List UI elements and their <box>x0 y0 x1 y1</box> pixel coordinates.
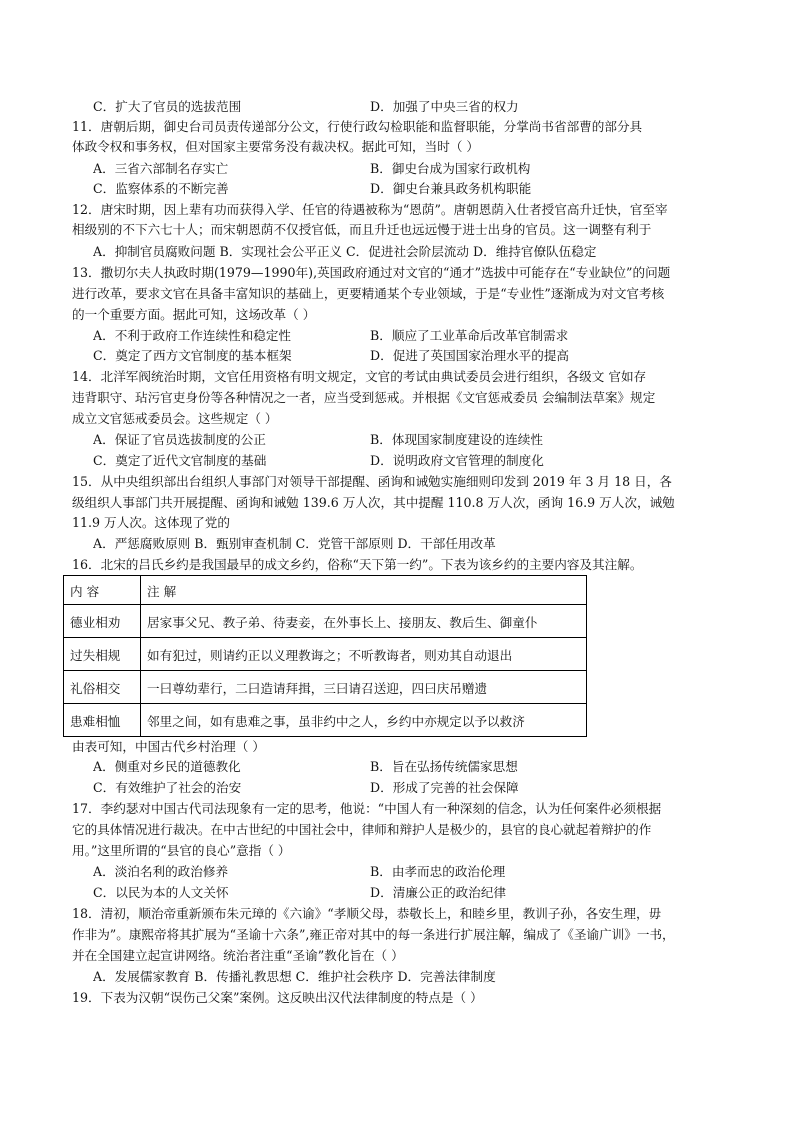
q18-stem-line1: 18．清初，顺治帝重新颁布朱元璋的《六谕》“孝顺父母，恭敬长上，和睦乡里，教训子孙，各安生理，毋 <box>72 906 662 921</box>
table-cell: 德业相劝 <box>64 605 141 638</box>
q10-options-cd <box>93 97 743 117</box>
q11-option-a[interactable]: A．三省六部制名存实亡 <box>93 161 229 176</box>
q18-stem-line2: 作非为”。康熙帝将其扩展为“圣谕十六条”,雍正帝对其中的每一条进行扩展注解，编成了《圣谕广训》一书， <box>72 927 675 942</box>
q16-options-ab <box>93 757 743 777</box>
table-row <box>64 638 587 671</box>
q11-option-d[interactable]: D．御史台兼具政务机构职能 <box>370 181 532 196</box>
q14-options-ab <box>93 430 743 450</box>
q13-options-cd <box>93 346 743 366</box>
table-cell: 居家事父兄、教子弟、待妻妾，在外事长上、接朋友、教后生、御童仆 <box>141 605 587 638</box>
table-row <box>64 605 587 638</box>
q12-options[interactable]: A．抑制官员腐败问题 B．实现社会公平正义 C．促进社会阶层流动 D．维持官僚队伍稳定 <box>93 244 597 259</box>
q12-stem-line2: 相级别的不下六七十人；而宋朝恩荫不仅授官低，而且升迁也远远慢于进士出身的官员。这一调整有利于 <box>72 222 652 237</box>
q17-option-a[interactable]: A．淡泊名利的政治修养 <box>93 864 229 879</box>
q14-stem-line2: 违背职守、玷污官吏身份等各种情况之一者，应当受到惩戒。并根据《文官惩戒委员 会编制法草案》规定 <box>72 390 656 405</box>
q14-option-d[interactable]: D．说明政府文官管理的制度化 <box>370 453 544 468</box>
q17-option-d[interactable]: D．清廉公正的政治纪律 <box>370 885 507 900</box>
q16-stem-line1: 16．北宋的吕氏乡约是我国最早的成文乡约，俗称“天下第一约”。下表为该乡约的主要内容及其注解。 <box>72 557 643 572</box>
q16-option-d[interactable]: D．形成了完善的社会保障 <box>370 780 519 795</box>
q14-stem-line3: 成立文官惩戒委员会。这些规定（ ） <box>72 411 278 426</box>
q14-option-a[interactable]: A．保证了官员选拔制度的公正 <box>93 432 266 447</box>
q11-option-b[interactable]: B．御史台成为国家行政机构 <box>370 161 531 176</box>
q17-option-c[interactable]: C．以民为本的人文关怀 <box>93 885 229 900</box>
q19-stem-line1: 19．下表为汉朝“误伤己父案”案例。这反映出汉代法律制度的特点是（ ） <box>72 990 483 1005</box>
q11-options-ab <box>93 159 743 179</box>
table-cell: 礼俗相交 <box>64 671 141 704</box>
q16-stem-line2: 由表可知，中国古代乡村治理（ ） <box>72 739 265 754</box>
table-header-cell: 注 解 <box>141 576 587 605</box>
q13-option-a[interactable]: A．不利于政府工作连续性和稳定性 <box>93 328 292 343</box>
q16-table <box>63 575 587 737</box>
q11-stem-line2: 体政令权和事务权，但对国家主要常务没有裁决权。据此可知，当时（ ） <box>72 139 480 154</box>
q15-options[interactable]: A．严惩腐败原则 B．甄别审查机制 C．党管干部原则 D．干部任用改革 <box>93 536 496 551</box>
q11-options-cd <box>93 179 743 199</box>
q18-stem-line3: 并在全国建立起宣讲网络。统治者注重“圣谕”教化旨在（ ） <box>72 948 404 963</box>
q16-option-a[interactable]: A．侧重对乡民的道德教化 <box>93 759 241 774</box>
q16-option-c[interactable]: C．有效维护了社会的治安 <box>93 780 242 795</box>
q13-stem-line1: 13．撒切尔夫人执政时期(1979—1990年),英国政府通过对文官的“通才”选拔中可能存在“专业缺位”的问题 <box>72 265 671 280</box>
q12-stem-line1: 12．唐宋时期，因上辈有功而获得入学、任官的待遇被称为“恩荫”。唐朝恩荫入仕者授官高升迁快，官至宰 <box>72 202 668 217</box>
table-header-cell: 内 容 <box>64 576 141 605</box>
q15-stem-line2: 级组织人事部门共开展提醒、函询和诫勉 139.6 万人次，其中提醒 110.8 万人次，函询 16.9 万人次，诫勉 <box>72 495 675 510</box>
q14-option-c[interactable]: C．奠定了近代文官制度的基础 <box>93 453 267 468</box>
q17-options-cd <box>93 883 743 903</box>
q17-stem-line3: 用。”这里所谓的“县官的良心”意指（ ） <box>72 843 291 858</box>
q14-stem-line1: 14．北洋军阀统治时期，文官任用资格有明文规定，文官的考试由典试委员会进行组织，各级文 官如存 <box>72 369 647 384</box>
q13-option-b[interactable]: B．顺应了工业革命后改革官制需求 <box>370 328 569 343</box>
q16-options-cd <box>93 778 743 798</box>
q10-option-d[interactable]: D．加强了中央三省的权力 <box>370 99 519 114</box>
q17-stem-line1: 17．李约瑟对中国古代司法现象有一定的思考，他说：“中国人有一种深刻的信念，认为任何案件必须根据 <box>72 801 662 816</box>
q17-option-b[interactable]: B．由孝而忠的政治伦理 <box>370 864 506 879</box>
q11-stem-line1: 11．唐朝后期，御史台司员责传递部分公文，行使行政勾检职能和监督职能，分掌尚书省部曹的部分具 <box>72 119 643 134</box>
table-row <box>64 671 587 704</box>
q11-option-c[interactable]: C．监察体系的不断完善 <box>93 181 229 196</box>
q13-options-ab <box>93 326 743 346</box>
q17-stem-line2: 它的具体情况进行裁决。在中古世纪的中国社会中，律师和辩护人是极少的，县官的良心就起着辩护的作 <box>72 822 652 837</box>
q13-stem-line2: 进行改革，要求文官在具备丰富知识的基础上，更要精通某个专业领域，于是“专业性”逐渐成为对文官考核 <box>72 286 665 301</box>
q10-option-c[interactable]: C．扩大了官员的选拔范围 <box>93 99 242 114</box>
table-cell: 一曰尊幼辈行，二曰造请拜揖，三曰请召送迎，四曰庆吊赠遗 <box>141 671 587 704</box>
table-cell: 过失相规 <box>64 638 141 671</box>
table-cell: 如有犯过，则请约正以义理教诲之；不听教诲者，则劝其自动退出 <box>141 638 587 671</box>
table-row <box>64 704 587 737</box>
table-header-row <box>64 576 587 605</box>
q14-option-b[interactable]: B．体现国家制度建设的连续性 <box>370 432 543 447</box>
q15-stem-line1: 15．从中央组织部出台组织人事部门对领导干部提醒、函询和诫勉实施细则印发到 2019 年 3 月 18 日，各 <box>72 474 672 489</box>
q18-options[interactable]: A．发展儒家教育 B．传播礼教思想 C．维护社会秩序 D．完善法律制度 <box>93 969 496 984</box>
table-cell: 邻里之间，如有患难之事，虽非约中之人，乡约中亦规定以予以救济 <box>141 704 587 737</box>
q13-option-c[interactable]: C．奠定了西方文官制度的基本框架 <box>93 348 292 363</box>
q13-option-d[interactable]: D．促进了英国国家治理水平的提高 <box>370 348 570 363</box>
q15-stem-line3: 11.9 万人次。这体现了党的 <box>72 515 230 530</box>
q16-option-b[interactable]: B．旨在弘扬传统儒家思想 <box>370 759 518 774</box>
q13-stem-line3: 的一个重要方面。据此可知，这场改革（ ） <box>72 307 316 322</box>
q17-options-ab <box>93 862 743 882</box>
q14-options-cd <box>93 451 743 471</box>
table-cell: 患难相恤 <box>64 704 141 737</box>
